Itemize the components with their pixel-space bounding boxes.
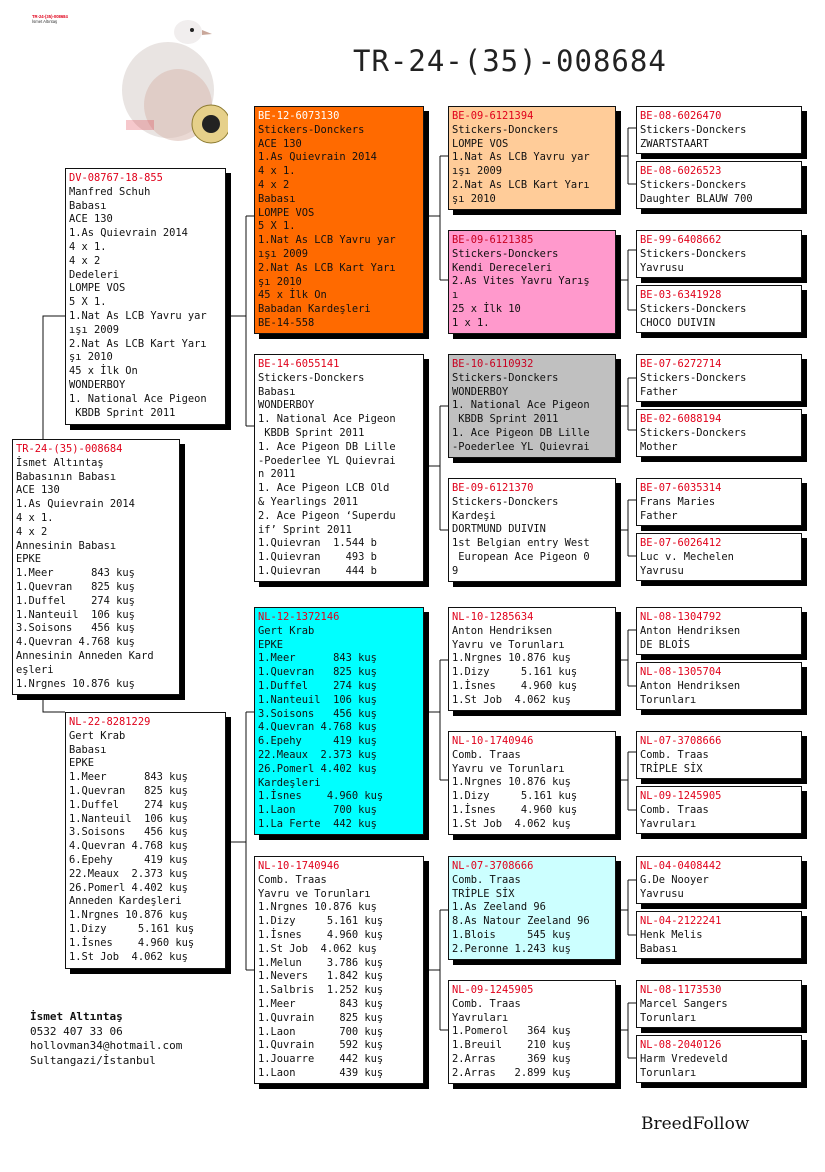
- card-line: Kardeşi: [452, 509, 496, 522]
- card-line: 1.As Zeeland 96: [452, 901, 546, 914]
- ring-number: BE-08-6026470: [640, 110, 722, 122]
- card-line: European Ace Pigeon 0: [452, 550, 590, 563]
- card-line: 1.Breuil 210 kuş: [452, 1039, 571, 1052]
- pedigree-card-gen4-14[interactable]: [636, 911, 802, 959]
- card-line: 1.Meer 843 kuş: [16, 567, 135, 580]
- pedigree-card-gen4-8[interactable]: [636, 533, 802, 581]
- card-line: 4.Quevran 4.768 kuş: [258, 721, 377, 734]
- card-line: Stickers-Donckers: [640, 371, 747, 384]
- card-line: 4 x 2: [258, 178, 290, 191]
- card-line: LOMPE VOS: [452, 137, 509, 150]
- card-line: TRİPLE SİX: [640, 762, 703, 775]
- card-line: 1.İsnes 4.960 kuş: [258, 928, 384, 941]
- card-line: 2.Peronne 1.243 kuş: [452, 942, 571, 955]
- card-line: 1.İsnes 4.960 kuş: [452, 803, 578, 816]
- card-line: Frans Maries: [640, 495, 716, 508]
- pedigree-card-sss[interactable]: [448, 106, 616, 210]
- card-line: Gert Krab: [69, 729, 126, 742]
- card-line: EPKE: [16, 553, 42, 566]
- card-line: 1 x 1.: [452, 316, 490, 329]
- card-line: 1.Quvrain 825 kuş: [258, 1011, 384, 1024]
- card-line: Yavru ve Torunları: [452, 762, 565, 775]
- card-line: 2.As Vites Yavru Yarış: [452, 275, 590, 288]
- card-line: Stickers-Donckers: [640, 178, 747, 191]
- card-line: 1.Nrgnes 10.876 kuş: [69, 909, 188, 922]
- card-line: Yavruları: [640, 817, 697, 830]
- card-line: şı 2010: [452, 192, 496, 205]
- ring-number: BE-99-6408662: [640, 234, 722, 246]
- ring-number: NL-04-2122241: [640, 915, 722, 927]
- card-line: if’ Sprint 2011: [258, 523, 352, 536]
- card-line: 1.Quevran 825 kuş: [69, 784, 188, 797]
- ring-number: NL-10-1285634: [452, 611, 534, 623]
- card-line: 2.Arras 2.899 kuş: [452, 1066, 571, 1079]
- card-line: şı 2010: [258, 275, 302, 288]
- card-line: Yavrusu: [640, 564, 684, 577]
- card-line: İsmet Altıntaş: [16, 456, 104, 469]
- card-line: Comb. Traas: [258, 873, 327, 886]
- brand-logo: BreedFollow: [641, 1114, 750, 1134]
- card-line: 2.Nat As LCB Kart Yarı: [258, 261, 396, 274]
- ring-number: NL-09-1245905: [452, 984, 534, 996]
- card-line: Comb. Traas: [452, 997, 521, 1010]
- card-line: WONDERBOY: [452, 385, 509, 398]
- card-line: 4 x 1.: [16, 511, 54, 524]
- card-line: 1.Nat As LCB Yavru yar: [258, 234, 396, 247]
- card-line: Stickers-Donckers: [452, 247, 559, 260]
- pedigree-card-dam-dam[interactable]: [254, 856, 424, 1084]
- card-line: Anton Hendriksen: [640, 624, 741, 637]
- card-line: 22.Meaux 2.373 kuş: [69, 867, 188, 880]
- card-line: Comb. Traas: [640, 748, 709, 761]
- card-line: Stickers-Donckers: [640, 247, 747, 260]
- card-line: Dedeleri: [69, 268, 120, 281]
- breeder-contact: [30, 1010, 182, 1068]
- card-line: Anton Hendriksen: [640, 679, 741, 692]
- ring-number: NL-10-1740946: [258, 860, 340, 872]
- card-line: 4 x 2: [69, 254, 101, 267]
- card-line: 45 x İlk On: [69, 365, 138, 378]
- pedigree-card-gen4-7[interactable]: [636, 478, 802, 526]
- card-line: 4 x 1.: [258, 165, 296, 178]
- pedigree-card-ssd[interactable]: [448, 230, 616, 334]
- card-line: Manfred Schuh: [69, 185, 151, 198]
- pedigree-card-gen4-15[interactable]: [636, 980, 802, 1028]
- card-line: 4 x 2: [16, 525, 48, 538]
- pedigree-card-sire[interactable]: [65, 168, 226, 425]
- pedigree-card-gen4-2[interactable]: [636, 161, 802, 209]
- card-line: Babası: [640, 942, 678, 955]
- pedigree-card-gen4-6[interactable]: [636, 409, 802, 457]
- card-line: 1.Salbris 1.252 kuş: [258, 984, 384, 997]
- card-line: ACE 130: [258, 137, 302, 150]
- card-line: 1.Jouarre 442 kuş: [258, 1053, 384, 1066]
- pedigree-card-sire-dam[interactable]: [254, 354, 424, 582]
- photo-caption: TR-24-(35)-008684 İsmet Altıntaş: [32, 14, 68, 25]
- card-line: KBDB Sprint 2011: [69, 406, 176, 419]
- card-line: Father: [640, 509, 678, 522]
- card-line: Henk Melis: [640, 928, 703, 941]
- card-line: Mother: [640, 440, 678, 453]
- card-line: 1.Nanteuil 106 kuş: [258, 693, 377, 706]
- ring-number: BE-10-6110932: [452, 358, 534, 370]
- card-line: 1.Nanteuil 106 kuş: [69, 812, 188, 825]
- pedigree-card-gen4-5[interactable]: [636, 354, 802, 402]
- card-line: 1.Quievran 444 b: [258, 564, 377, 577]
- card-line: Stickers-Donckers: [640, 426, 747, 439]
- card-line: 1.Pomerol 364 kuş: [452, 1025, 571, 1038]
- card-line: 1.Quievran 493 b: [258, 551, 377, 564]
- card-line: Annesinin Babası: [16, 539, 117, 552]
- card-line: Babası: [69, 743, 107, 756]
- card-line: 4.Quevran 4.768 kuş: [16, 636, 135, 649]
- card-line: 1.Nrgnes 10.876 kuş: [16, 677, 135, 690]
- card-line: Luc v. Mechelen: [640, 550, 734, 563]
- card-line: Babadan Kardeşleri: [258, 303, 371, 316]
- card-line: 3.Soisons 456 kuş: [16, 622, 135, 635]
- card-line: -Poederlee YL Quievrai: [258, 454, 396, 467]
- pedigree-card-gen4-11[interactable]: [636, 731, 802, 779]
- card-line: Annesinin Anneden Kard: [16, 649, 154, 662]
- card-line: 3.Soisons 456 kuş: [258, 707, 377, 720]
- card-line: 1.Quevran 825 kuş: [16, 580, 135, 593]
- card-line: 1.As Quievrain 2014: [258, 151, 377, 164]
- card-line: Anton Hendriksen: [452, 624, 553, 637]
- card-line: 1.Laon 700 kuş: [258, 1025, 384, 1038]
- card-line: 1.Nevers 1.842 kuş: [258, 970, 384, 983]
- ring-number: BE-12-6073130: [258, 110, 340, 122]
- card-line: 1.Dizy 5.161 kuş: [69, 922, 195, 935]
- ring-number: BE-09-6121394: [452, 110, 534, 122]
- card-line: 1.Duffel 274 kuş: [258, 679, 377, 692]
- card-line: 1. National Ace Pigeon: [69, 392, 207, 405]
- card-line: 1.Nrgnes 10.876 kuş: [452, 652, 571, 665]
- pedigree-card-gen4-16[interactable]: [636, 1035, 802, 1083]
- card-line: Yavrusu: [640, 887, 684, 900]
- card-line: 1. Ace Pigeon LCB Old: [258, 482, 390, 495]
- card-line: 1.Quievran 1.544 b: [258, 537, 377, 550]
- card-line: ACE 130: [16, 484, 60, 497]
- pedigree-card-gen4-3[interactable]: [636, 230, 802, 278]
- card-line: 1.St Job 4.062 kuş: [452, 817, 571, 830]
- card-line: 1.Meer 843 kuş: [258, 997, 384, 1010]
- card-line: 1.Dizy 5.161 kuş: [452, 666, 578, 679]
- card-line: 1.Quevran 825 kuş: [258, 666, 377, 679]
- pedigree-card-sds[interactable]: [448, 354, 616, 458]
- card-line: 2. Ace Pigeon ‘Superdu: [258, 509, 396, 522]
- card-line: Daughter BLAUW 700: [640, 192, 753, 205]
- card-line: 1.As Quievrain 2014: [16, 498, 135, 511]
- card-line: 9: [452, 564, 459, 577]
- ring-number: DV-08767-18-855: [69, 172, 163, 184]
- ring-number: NL-08-1304792: [640, 611, 722, 623]
- card-line: 1.İsnes 4.960 kuş: [69, 936, 195, 949]
- card-line: 1.Meer 843 kuş: [69, 771, 188, 784]
- card-line: CHOCO DUIVIN: [640, 316, 716, 329]
- card-line: 1st Belgian entry West: [452, 537, 590, 550]
- card-line: G.De Nooyer: [640, 873, 709, 886]
- ring-number: NL-04-0408442: [640, 860, 722, 872]
- card-line: Stickers-Donckers: [452, 123, 559, 136]
- card-line: ışı 2009: [69, 323, 120, 336]
- pedigree-card-dam[interactable]: [65, 712, 226, 969]
- card-line: 2.Nat As LCB Kart Yarı: [69, 337, 207, 350]
- ring-number: BE-02-6088194: [640, 413, 722, 425]
- card-line: 4.Quevran 4.768 kuş: [69, 840, 188, 853]
- card-line: 1.Meer 843 kuş: [258, 652, 377, 665]
- card-line: Yavru ve Torunları: [452, 638, 565, 651]
- card-line: 1. Ace Pigeon DB Lille: [258, 440, 396, 453]
- pedigree-card-sdd[interactable]: [448, 478, 616, 582]
- pedigree-card-ddd[interactable]: [448, 980, 616, 1084]
- card-line: Stickers-Donckers: [452, 371, 559, 384]
- ring-number: BE-08-6026523: [640, 165, 722, 177]
- card-line: 6.Epehy 419 kuş: [69, 853, 188, 866]
- card-line: 1. National Ace Pigeon: [258, 413, 396, 426]
- card-line: 1.Nrgnes 10.876 kuş: [258, 901, 377, 914]
- pedigree-card-gen4-13[interactable]: [636, 856, 802, 904]
- card-line: 2.Arras 369 kuş: [452, 1052, 571, 1065]
- card-line: Kardeşleri: [258, 776, 321, 789]
- card-line: ACE 130: [69, 213, 113, 226]
- card-line: 1.Laon 439 kuş: [258, 1066, 384, 1079]
- pedigree-title: TR-24-(35)-008684: [353, 44, 667, 78]
- pedigree-card-gen4-9[interactable]: [636, 607, 802, 655]
- card-line: 1.Nrgnes 10.876 kuş: [452, 776, 571, 789]
- card-line: 8.As Natour Zeeland 96: [452, 915, 590, 928]
- pedigree-card-gen4-4[interactable]: [636, 285, 802, 333]
- card-line: Comb. Traas: [452, 873, 521, 886]
- card-line: BE-14-558: [258, 316, 315, 329]
- card-line: TRİPLE SİX: [452, 887, 515, 900]
- card-line: Torunları: [640, 1011, 697, 1024]
- card-line: EPKE: [258, 638, 284, 651]
- pedigree-card-gen4-12[interactable]: [636, 786, 802, 834]
- ring-number: BE-07-6035314: [640, 482, 722, 494]
- ring-number: NL-08-1173530: [640, 984, 722, 996]
- card-line: WONDERBOY: [258, 399, 315, 412]
- card-line: 1.La Ferte 442 kuş: [258, 817, 377, 830]
- card-line: 2.Nat As LCB Kart Yarı: [452, 178, 590, 191]
- pedigree-card-gen4-1[interactable]: [636, 106, 802, 154]
- card-line: 4 x 1.: [69, 240, 107, 253]
- card-line: 1.Nat As LCB Yavru yar: [452, 151, 590, 164]
- card-line: 6.Epehy 419 kuş: [258, 735, 377, 748]
- card-line: Babası: [258, 192, 296, 205]
- card-line: ışı 2009: [452, 165, 503, 178]
- card-line: DORTMUND DUIVIN: [452, 523, 546, 536]
- card-line: EPKE: [69, 757, 95, 770]
- card-line: şı 2010: [69, 351, 113, 364]
- ring-number: NL-09-1245905: [640, 790, 722, 802]
- card-line: n 2011: [258, 468, 296, 481]
- card-line: Comb. Traas: [452, 748, 521, 761]
- card-line: 1.As Quievrain 2014: [69, 227, 188, 240]
- card-line: 1.St Job 4.062 kuş: [452, 693, 571, 706]
- card-line: ışı 2009: [258, 247, 309, 260]
- card-line: 1.Laon 700 kuş: [258, 804, 377, 817]
- ring-number: BE-07-6272714: [640, 358, 722, 370]
- card-line: Stickers-Donckers: [258, 123, 365, 136]
- card-line: 45 x İlk On: [258, 289, 327, 302]
- card-line: 1.Quvrain 592 kuş: [258, 1039, 384, 1052]
- card-line: KBDB Sprint 2011: [452, 413, 559, 426]
- pedigree-card-gen4-10[interactable]: [636, 662, 802, 710]
- card-line: 1. National Ace Pigeon: [452, 399, 590, 412]
- card-line: 1.Duffel 274 kuş: [69, 798, 188, 811]
- card-line: LOMPE VOS: [69, 282, 126, 295]
- ring-number: TR-24-(35)-008684: [16, 443, 123, 455]
- card-line: Father: [640, 385, 678, 398]
- card-line: Torunları: [640, 693, 697, 706]
- card-line: 1.İsnes 4.960 kuş: [258, 790, 384, 803]
- breeder-city: Sultangazi/İstanbul: [30, 1053, 156, 1067]
- ring-number: NL-08-2040126: [640, 1039, 722, 1051]
- card-line: Harm Vredeveld: [640, 1052, 728, 1065]
- breeder-email[interactable]: hollovman34@hotmail.com: [30, 1039, 183, 1052]
- card-line: Marcel Sangers: [640, 997, 728, 1010]
- ring-number: NL-08-1305704: [640, 666, 722, 678]
- ring-number: NL-12-1372146: [258, 611, 340, 623]
- card-line: WONDERBOY: [69, 378, 126, 391]
- card-line: Yavruları: [452, 1011, 509, 1024]
- ring-number: BE-07-6026412: [640, 537, 722, 549]
- card-line: ı: [452, 289, 459, 302]
- card-line: Stickers-Donckers: [452, 495, 559, 508]
- ring-number: NL-07-3708666: [452, 860, 534, 872]
- card-line: ZWARTSTAART: [640, 137, 709, 150]
- card-line: 1.Dizy 5.161 kuş: [258, 915, 384, 928]
- card-line: 5 X 1.: [69, 296, 107, 309]
- card-line: 1.St Job 4.062 kuş: [69, 950, 188, 963]
- breeder-phone: 0532 407 33 06: [30, 1024, 123, 1038]
- card-line: Stickers-Donckers: [640, 123, 747, 136]
- card-line: -Poederlee YL Quievrai: [452, 440, 590, 453]
- ring-number: BE-03-6341928: [640, 289, 722, 301]
- breeder-name: İsmet Altıntaş: [30, 1010, 123, 1023]
- ring-number: NL-22-8281229: [69, 716, 151, 728]
- card-line: Comb. Traas: [640, 803, 709, 816]
- card-line: Stickers-Donckers: [640, 302, 747, 315]
- card-line: 1.Duffel 274 kuş: [16, 594, 135, 607]
- ring-number: BE-09-6121385: [452, 234, 534, 246]
- card-line: 3.Soisons 456 kuş: [69, 826, 188, 839]
- card-line: & Yearlings 2011: [258, 495, 359, 508]
- card-line: Babası: [258, 385, 296, 398]
- card-line: Yavrusu: [640, 261, 684, 274]
- card-line: 1.Melun 3.786 kuş: [258, 956, 384, 969]
- card-line: 1.St Job 4.062 kuş: [258, 942, 377, 955]
- pedigree-card-sire-sire[interactable]: [254, 106, 424, 334]
- card-line: Yavru ve Torunları: [258, 887, 371, 900]
- card-line: 1.İsnes 4.960 kuş: [452, 679, 578, 692]
- ring-number: NL-10-1740946: [452, 735, 534, 747]
- card-line: Kendi Dereceleri: [452, 261, 553, 274]
- card-line: Babası: [69, 199, 107, 212]
- pedigree-card-subject[interactable]: [12, 439, 180, 695]
- card-line: 26.Pomerl 4.402 kuş: [69, 881, 188, 894]
- pedigree-card-dsd[interactable]: [448, 731, 616, 835]
- card-line: LOMPE VOS: [258, 206, 315, 219]
- card-line: 1.Nanteuil 106 kuş: [16, 608, 135, 621]
- card-line: Anneden Kardeşleri: [69, 895, 182, 908]
- card-line: 22.Meaux 2.373 kuş: [258, 748, 377, 761]
- ring-number: BE-14-6055141: [258, 358, 340, 370]
- card-line: 1. Ace Pigeon DB Lille: [452, 426, 590, 439]
- card-line: 25 x İlk 10: [452, 302, 521, 315]
- card-line: eşleri: [16, 663, 54, 676]
- card-line: 26.Pomerl 4.402 kuş: [258, 762, 377, 775]
- ring-number: BE-09-6121370: [452, 482, 534, 494]
- card-line: Torunları: [640, 1066, 697, 1079]
- card-line: Gert Krab: [258, 624, 315, 637]
- pedigree-card-dds[interactable]: [448, 856, 616, 960]
- card-line: 1.Blois 545 kuş: [452, 928, 571, 941]
- card-line: KBDB Sprint 2011: [258, 426, 365, 439]
- card-line: 1.Nat As LCB Yavru yar: [69, 309, 207, 322]
- pedigree-card-dam-sire[interactable]: [254, 607, 424, 835]
- pedigree-card-dss[interactable]: [448, 607, 616, 711]
- card-line: Babasının Babası: [16, 470, 117, 483]
- card-line: 5 X 1.: [258, 220, 296, 233]
- ring-number: NL-07-3708666: [640, 735, 722, 747]
- card-line: 1.Dizy 5.161 kuş: [452, 790, 578, 803]
- card-line: DE BLOİS: [640, 638, 691, 651]
- card-line: Stickers-Donckers: [258, 371, 365, 384]
